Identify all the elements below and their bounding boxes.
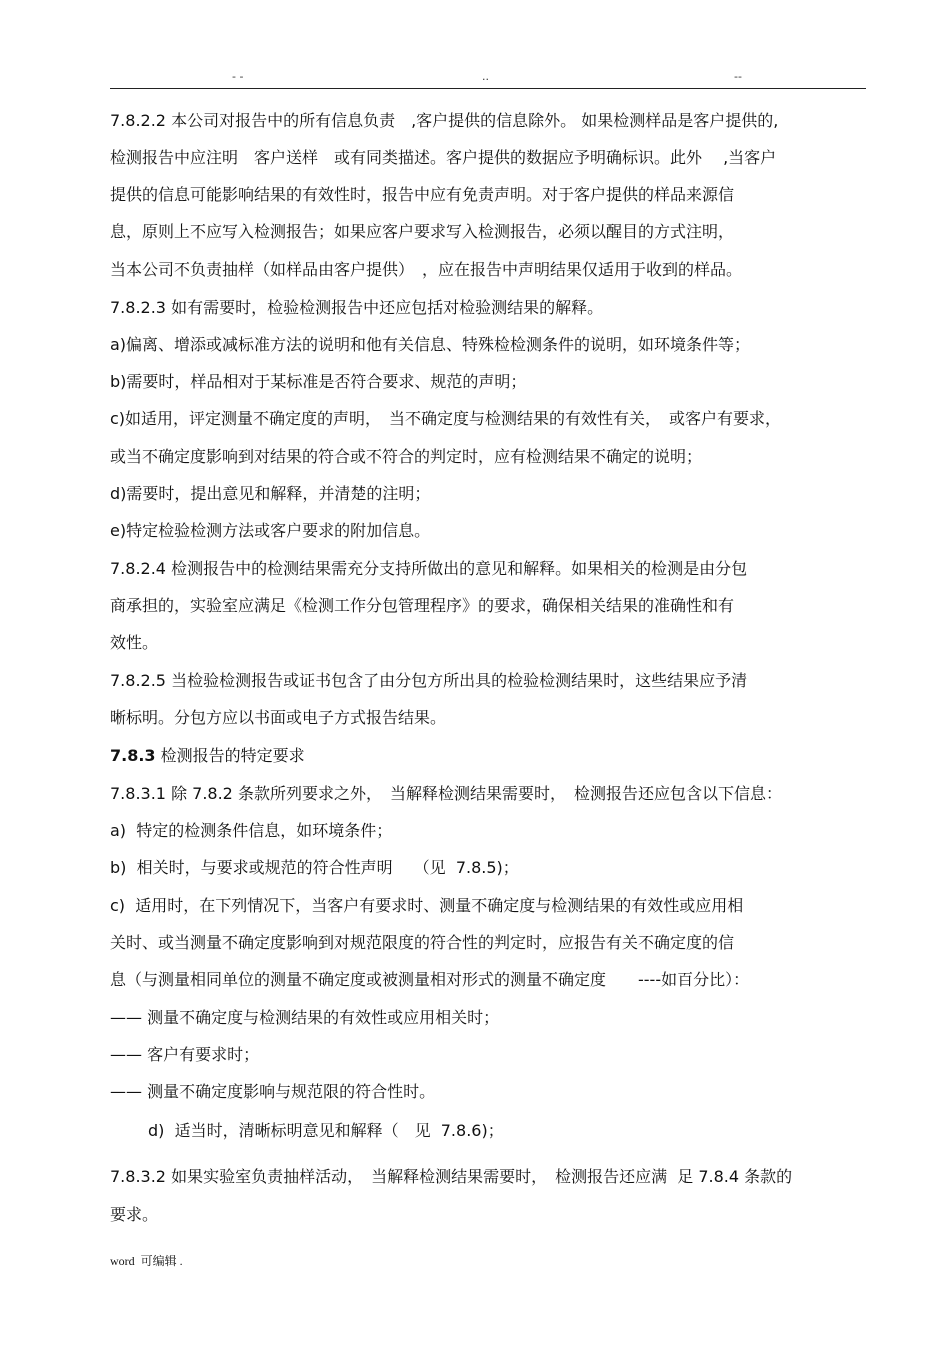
header-right-mark: -- xyxy=(734,70,742,83)
item-783-a: a) 特定的检测条件信息，如环境条件； xyxy=(110,821,393,840)
item-783-b: b) 相关时，与要求或规范的符合性声明 （见 7.8.5)； xyxy=(110,858,519,877)
para-7825-line-2: 晰标明。分包方应以书面或电子方式报告结果。 xyxy=(110,708,447,727)
header-center-mark: .. xyxy=(482,70,489,83)
para-7822-line-4: 息，原则上不应写入检测报告；如果应客户要求写入检测报告，必须以醒目的方式注明， xyxy=(110,222,735,241)
para-7832-line-1: 7.8.3.2 如果实验室负责抽样活动， 当解释检测结果需要时， 检测报告还应满 足 7.8.4 条款的 xyxy=(110,1167,793,1186)
para-7823: 7.8.2.3 如有需要时，检验检测报告中还应包括对检验测结果的解释。 xyxy=(110,298,604,317)
para-7824-line-2: 商承担的，实验室应满足《检测工作分包管理程序》的要求，确保相关结果的准确性和有 xyxy=(110,596,735,615)
header-rule xyxy=(110,88,866,89)
dash-item-1: —— 测量不确定度与检测结果的有效性或应用相关时； xyxy=(110,1008,500,1027)
heading-783-title: 检测报告的特定要求 xyxy=(155,746,305,765)
para-7824-line-3: 效性。 xyxy=(110,633,159,652)
header-left-mark: - - xyxy=(232,70,244,83)
footer-note: word 可编辑 . xyxy=(110,1254,183,1268)
item-783-c-line-3: 息（与测量相同单位的测量不确定度或被测量相对形式的测量不确定度 ----如百分比）： xyxy=(110,970,750,989)
heading-783-number: 7.8.3 xyxy=(110,746,156,765)
dash-item-3: —— 测量不确定度影响与规范限的符合性时。 xyxy=(110,1082,436,1101)
item-d: d)需要时，提出意见和解释，并清楚的注明； xyxy=(110,484,431,503)
dash-item-2: —— 客户有要求时； xyxy=(110,1045,260,1064)
para-7822-line-5: 当本公司不负责抽样（如样品由客户提供） ，应在报告中声明结果仅适用于收到的样品。 xyxy=(110,260,743,279)
para-7832-line-2: 要求。 xyxy=(110,1205,159,1224)
item-783-d: d) 适当时，清晰标明意见和解释（ 见 7.8.6)； xyxy=(148,1121,504,1140)
item-783-c-line-1: c) 适用时，在下列情况下，当客户有要求时、测量不确定度与检测结果的有效性或应用相 xyxy=(110,896,744,915)
item-c-line-2: 或当不确定度影响到对结果的符合或不符合的判定时，应有检测结果不确定的说明； xyxy=(110,447,703,466)
item-a: a)偏离、增添或减标准方法的说明和他有关信息、特殊检检测条件的说明，如环境条件等； xyxy=(110,335,751,354)
para-7822-line-1: 7.8.2.2 本公司对报告中的所有信息负责 ,客户提供的信息除外。 如果检测样品是客户提供的, xyxy=(110,111,779,130)
item-783-c-line-2: 关时、或当测量不确定度影响到对规范限度的符合性的判定时，应报告有关不确定度的信 xyxy=(110,933,735,952)
item-b: b)需要时，样品相对于某标准是否符合要求、规范的声明； xyxy=(110,372,527,391)
para-7825-line-1: 7.8.2.5 当检验检测报告或证书包含了由分包方所出具的检验检测结果时，这些结果应予清 xyxy=(110,671,748,690)
item-c-line-1: c)如适用，评定测量不确定度的声明， 当不确定度与检测结果的有效性有关， 或客户有要求， xyxy=(110,409,782,428)
para-7822-line-2: 检测报告中应注明 客户送样 或有同类描述。客户提供的数据应予明确标识。此外 ,当客户 xyxy=(110,148,777,167)
para-7822-line-3: 提供的信息可能影响结果的有效性时，报告中应有免责声明。对于客户提供的样品来源信 xyxy=(110,185,735,204)
para-7831: 7.8.3.1 除 7.8.2 条款所列要求之外， 当解释检测结果需要时， 检测报告还应包含以下信息： xyxy=(110,784,782,803)
heading-783 xyxy=(110,746,305,766)
item-e: e)特定检验检测方法或客户要求的附加信息。 xyxy=(110,521,431,540)
para-7824-line-1: 7.8.2.4 检测报告中的检测结果需充分支持所做出的意见和解释。如果相关的检测是由分包 xyxy=(110,559,748,578)
